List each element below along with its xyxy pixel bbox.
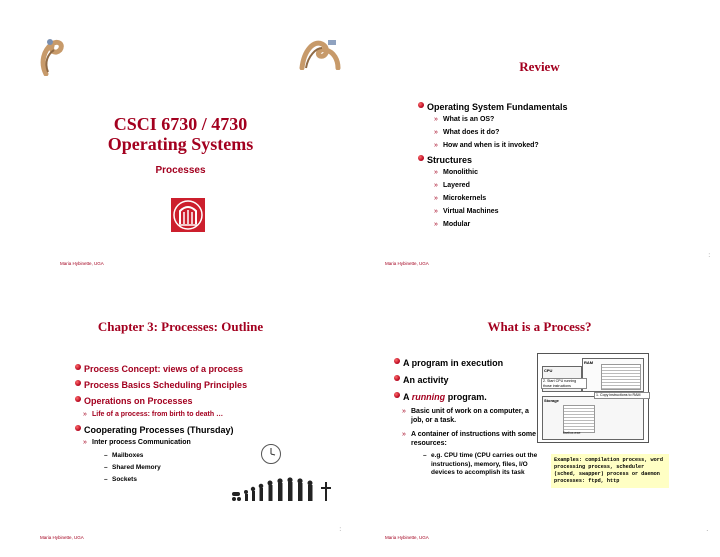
bullet-activity <box>403 375 543 385</box>
bullet-operations <box>84 396 344 406</box>
bullet-emphasis: running <box>411 392 446 402</box>
sub-what-does-it-do <box>434 129 687 136</box>
step-2-label: 2. Start CPU running those instructions <box>541 378 587 389</box>
cpu-label: CPU <box>544 368 553 373</box>
sub-microkernels <box>434 195 687 202</box>
sub-marker: » <box>434 129 438 136</box>
slide-outline <box>8 288 353 553</box>
slide-title-outline: Chapter 3: Processes: Outline <box>97 319 264 334</box>
slide-title-review: Review <box>519 59 560 74</box>
sub-how-invoked <box>434 142 687 149</box>
dash-text: Mailboxes <box>112 452 144 459</box>
dash-marker: – <box>104 452 108 459</box>
sub-text: Basic unit of work on a computer, a job, or a task. <box>411 408 529 424</box>
evolution-of-life-icon <box>230 472 340 502</box>
ram-instructions <box>601 364 641 390</box>
sub-layered <box>434 182 687 189</box>
outline-list <box>84 364 344 488</box>
footer: Maria Hybinette, UGA <box>385 261 429 266</box>
slide-title-what-is-process: What is a Process? <box>487 319 592 334</box>
uga-arch-logo-right <box>298 34 342 70</box>
bullet-text: Operations on Processes <box>84 396 193 406</box>
bullet-cooperating <box>84 425 344 435</box>
footer: Maria Hybinette, UGA <box>385 535 429 540</box>
sub-text: What is an OS? <box>443 116 495 123</box>
sub-marker: » <box>83 411 87 418</box>
bullet-program-in-execution <box>403 358 543 368</box>
sub-what-is-os <box>434 116 687 123</box>
clock-icon <box>260 443 282 465</box>
sub-text: Inter process Communication <box>92 439 191 446</box>
dash-text: Shared Memory <box>112 464 161 471</box>
slide-review <box>367 14 712 279</box>
bullet-process-concept <box>84 364 344 374</box>
page-marker: : <box>708 253 710 259</box>
bullet-text: A program in execution <box>403 358 504 368</box>
sub-text: Microkernels <box>443 195 487 202</box>
ram-label: RAM <box>584 360 594 365</box>
step-1-label: 1. Copy instructions to RAM <box>594 392 650 399</box>
uga-arch-logo-left <box>38 32 68 76</box>
sub-text: How and when is it invoked? <box>443 142 539 149</box>
sub-text: Monolithic <box>443 169 478 176</box>
title-line-2: Operating Systems <box>107 134 254 154</box>
file-label: firefox.exe <box>563 431 581 435</box>
sub-marker: » <box>83 439 87 446</box>
slide-what-is-process <box>367 288 712 553</box>
footer: Maria Hybinette, UGA <box>40 535 84 540</box>
subtitle: Processes <box>155 165 206 176</box>
sub-marker: » <box>434 195 438 202</box>
bullet-text: A <box>403 392 410 402</box>
sub-basic-unit <box>402 407 543 425</box>
sub-marker: » <box>434 116 438 123</box>
title-line-1: CSCI 6730 / 4730 <box>113 114 248 134</box>
storage-label: Storage <box>544 398 559 403</box>
sub-monolithic <box>434 169 687 176</box>
dash-text: Sockets <box>112 476 137 483</box>
sub-modular <box>434 221 687 228</box>
process-list <box>403 358 543 478</box>
sub-text: Layered <box>443 182 470 189</box>
dash-text: e.g. CPU time (CPU carries out the instructions), memory, files, I/O devices to accomplish its task <box>431 452 538 476</box>
sub-text: A container of instructions with some resources: <box>411 431 536 447</box>
review-list <box>427 102 687 234</box>
storage-file <box>563 405 595 433</box>
bullet-text: Process Concept: views of a process <box>84 364 244 374</box>
bullet-os-fundamentals <box>427 102 687 112</box>
bullet-text: Cooperating Processes (Thursday) <box>84 425 234 435</box>
sub-marker: » <box>402 431 406 438</box>
bullet-text: Process Basics Scheduling Principles <box>84 380 248 390</box>
bullet-text: program. <box>447 392 487 402</box>
sub-marker: » <box>434 221 438 228</box>
bullet-text: Structures <box>427 155 473 165</box>
sub-marker: » <box>434 142 438 149</box>
footer: Maria Hybinette, UGA <box>60 261 104 266</box>
bullet-text: An activity <box>403 375 449 385</box>
uga-arch-emblem <box>171 198 205 232</box>
bullet-running-program <box>403 392 543 402</box>
examples-note: Examples: compilation process, word processing process, scheduler (sched, swapper) process or daemon processes: ftpd, http <box>551 454 669 488</box>
sub-text: What does it do? <box>443 129 500 136</box>
ram-box <box>582 358 644 392</box>
bullet-text: Operating System Fundamentals <box>427 102 568 112</box>
storage-box <box>542 396 644 440</box>
page-marker: . <box>706 527 708 533</box>
sub-ipc <box>83 439 344 446</box>
process-diagram <box>537 353 649 443</box>
bullet-scheduling-principles <box>84 380 344 390</box>
sub-text: Life of a process: from birth to death … <box>92 411 224 418</box>
dash-shared-memory <box>104 464 344 471</box>
bullet-structures <box>427 155 687 165</box>
sub-marker: » <box>434 208 438 215</box>
dash-cpu-time <box>423 452 543 478</box>
dash-marker: – <box>423 452 427 459</box>
page-marker: : <box>339 527 341 533</box>
dash-marker: – <box>104 464 108 471</box>
sub-marker: » <box>434 169 438 176</box>
sub-life-of-process <box>83 411 344 418</box>
sub-text: Virtual Machines <box>443 208 499 215</box>
dash-marker: – <box>104 476 108 483</box>
sub-virtual-machines <box>434 208 687 215</box>
sub-container <box>402 430 543 448</box>
sub-text: Modular <box>443 221 471 228</box>
dash-mailboxes <box>104 452 344 459</box>
sub-marker: » <box>434 182 438 189</box>
slide-title <box>8 14 353 279</box>
sub-marker: » <box>402 408 406 415</box>
